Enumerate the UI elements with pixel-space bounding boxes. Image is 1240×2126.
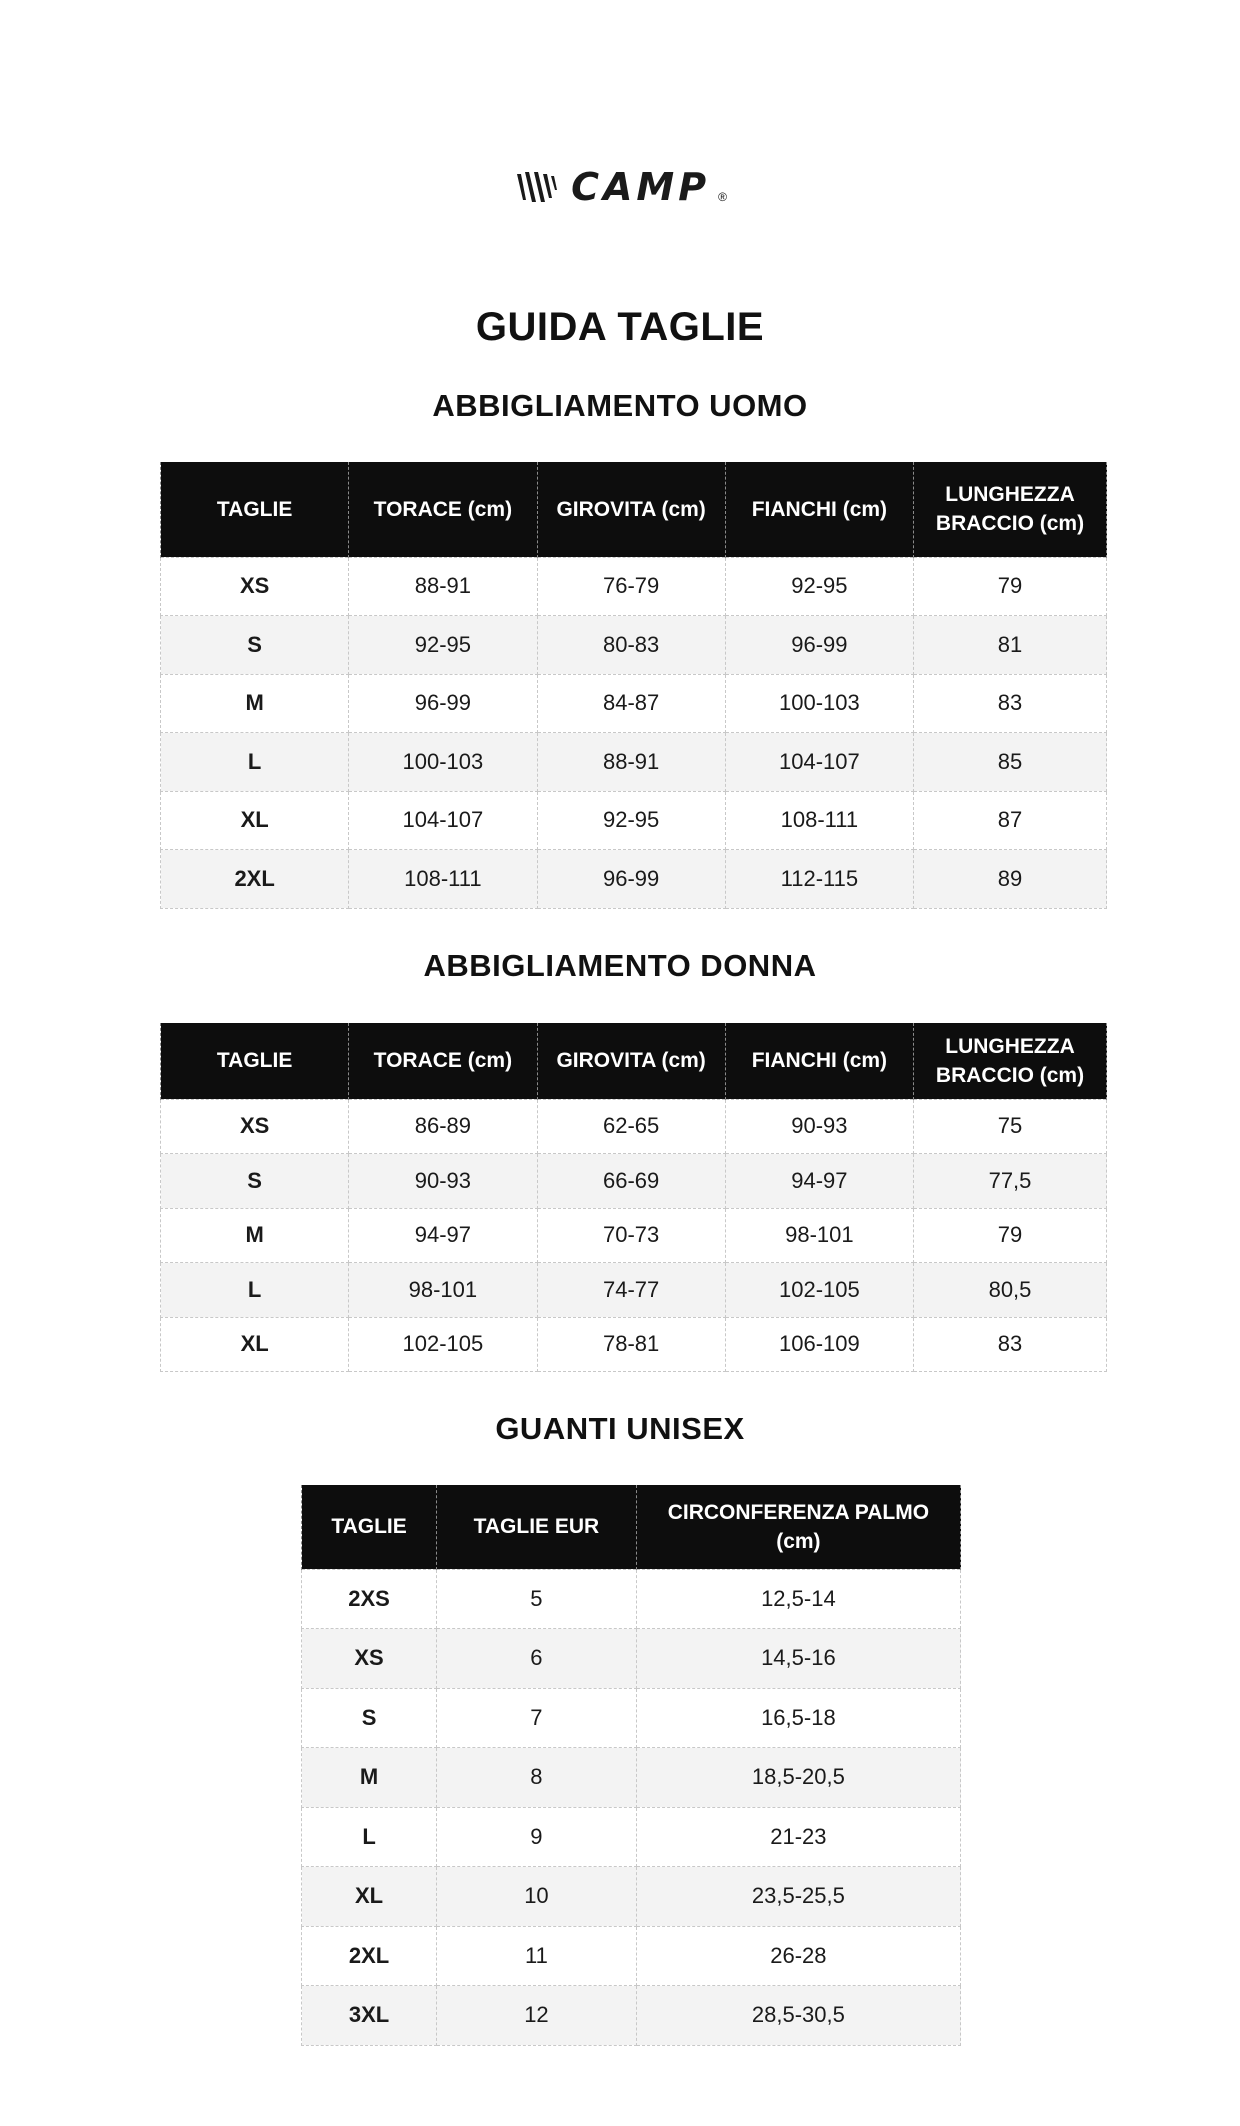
measurement-cell: 83: [914, 674, 1107, 733]
table-row: [161, 616, 1107, 675]
table-row: [302, 1569, 961, 1629]
column-header: TORACE (cm): [349, 1023, 537, 1099]
size-label-cell: XL: [161, 791, 349, 850]
size-label-cell: M: [161, 1208, 349, 1263]
measurement-cell: 62-65: [537, 1099, 725, 1154]
column-header: GIROVITA (cm): [537, 462, 725, 557]
measurement-cell: 104-107: [349, 791, 537, 850]
measurement-cell: 81: [914, 616, 1107, 675]
table-row: [302, 1748, 961, 1808]
measurement-cell: 96-99: [537, 850, 725, 909]
measurement-cell: 100-103: [725, 674, 913, 733]
measurement-cell: 21-23: [636, 1807, 960, 1867]
size-label-cell: XS: [161, 557, 349, 616]
table-row: [161, 850, 1107, 909]
measurement-cell: 102-105: [349, 1317, 537, 1372]
measurement-cell: 108-111: [725, 791, 913, 850]
column-header: GIROVITA (cm): [537, 1023, 725, 1099]
table-row: [302, 1807, 961, 1867]
measurement-cell: 66-69: [537, 1154, 725, 1209]
gloves-size-table: [301, 1485, 961, 2046]
measurement-cell: 77,5: [914, 1154, 1107, 1209]
measurement-cell: 104-107: [725, 733, 913, 792]
column-header: CIRCONFERENZA PALMO (cm): [636, 1485, 960, 1569]
size-label-cell: XL: [161, 1317, 349, 1372]
table-header-row: [161, 462, 1107, 557]
measurement-cell: 88-91: [349, 557, 537, 616]
measurement-cell: 92-95: [349, 616, 537, 675]
measurement-cell: 12,5-14: [636, 1569, 960, 1629]
measurement-cell: 90-93: [725, 1099, 913, 1154]
measurement-cell: 14,5-16: [636, 1629, 960, 1689]
measurement-cell: 16,5-18: [636, 1688, 960, 1748]
brand-name: CAMP: [571, 165, 711, 209]
size-label-cell: M: [302, 1748, 437, 1808]
measurement-cell: 75: [914, 1099, 1107, 1154]
column-header: FIANCHI (cm): [725, 462, 913, 557]
table-row: [302, 1629, 961, 1689]
table-row: [161, 791, 1107, 850]
size-label-cell: 2XL: [302, 1926, 437, 1986]
column-header: LUNGHEZZA BRACCIO (cm): [914, 1023, 1107, 1099]
measurement-cell: 92-95: [537, 791, 725, 850]
size-label-cell: 2XL: [161, 850, 349, 909]
column-header: TORACE (cm): [349, 462, 537, 557]
table-row: [302, 1926, 961, 1986]
measurement-cell: 70-73: [537, 1208, 725, 1263]
measurement-cell: 112-115: [725, 850, 913, 909]
measurement-cell: 85: [914, 733, 1107, 792]
measurement-cell: 80-83: [537, 616, 725, 675]
measurement-cell: 88-91: [537, 733, 725, 792]
table-row: [161, 733, 1107, 792]
measurement-cell: 98-101: [725, 1208, 913, 1263]
logo-group: [513, 162, 727, 212]
size-label-cell: L: [161, 733, 349, 792]
measurement-cell: 86-89: [349, 1099, 537, 1154]
women-size-table: [160, 1023, 1107, 1372]
measurement-cell: 102-105: [725, 1263, 913, 1318]
size-label-cell: S: [302, 1688, 437, 1748]
table-row: [161, 1154, 1107, 1209]
measurement-cell: 79: [914, 1208, 1107, 1263]
column-header: FIANCHI (cm): [725, 1023, 913, 1099]
measurement-cell: 94-97: [349, 1208, 537, 1263]
measurement-cell: 87: [914, 791, 1107, 850]
size-label-cell: S: [161, 1154, 349, 1209]
measurement-cell: 84-87: [537, 674, 725, 733]
measurement-cell: 28,5-30,5: [636, 1986, 960, 2046]
brand-logo: [0, 162, 1240, 212]
men-section-title: ABBIGLIAMENTO UOMO: [432, 388, 808, 423]
measurement-cell: 79: [914, 557, 1107, 616]
table-row: [161, 1317, 1107, 1372]
table-row: [161, 1263, 1107, 1318]
table-row: [302, 1986, 961, 2046]
measurement-cell: 8: [437, 1748, 637, 1808]
measurement-cell: 106-109: [725, 1317, 913, 1372]
size-label-cell: XL: [302, 1867, 437, 1927]
measurement-cell: 23,5-25,5: [636, 1867, 960, 1927]
measurement-cell: 83: [914, 1317, 1107, 1372]
size-label-cell: 2XS: [302, 1569, 437, 1629]
size-label-cell: L: [161, 1263, 349, 1318]
measurement-cell: 108-111: [349, 850, 537, 909]
measurement-cell: 76-79: [537, 557, 725, 616]
column-header: TAGLIE: [161, 1023, 349, 1099]
measurement-cell: 94-97: [725, 1154, 913, 1209]
gloves-section-title: GUANTI UNISEX: [495, 1411, 745, 1446]
measurement-cell: 26-28: [636, 1926, 960, 1986]
table-row: [161, 1208, 1107, 1263]
page-title: GUIDA TAGLIE: [475, 305, 765, 349]
table-header-row: [161, 1023, 1107, 1099]
camp-claw-logo-icon: [513, 170, 563, 204]
measurement-cell: 5: [437, 1569, 637, 1629]
column-header: TAGLIE: [161, 462, 349, 557]
measurement-cell: 10: [437, 1867, 637, 1927]
measurement-cell: 92-95: [725, 557, 913, 616]
measurement-cell: 96-99: [725, 616, 913, 675]
column-header: TAGLIE: [302, 1485, 437, 1569]
table-row: [302, 1867, 961, 1927]
table-row: [302, 1688, 961, 1748]
size-label-cell: 3XL: [302, 1986, 437, 2046]
measurement-cell: 18,5-20,5: [636, 1748, 960, 1808]
size-label-cell: XS: [302, 1629, 437, 1689]
measurement-cell: 7: [437, 1688, 637, 1748]
table-header-row: [302, 1485, 961, 1569]
measurement-cell: 80,5: [914, 1263, 1107, 1318]
table-row: [161, 1099, 1107, 1154]
registered-mark: ®: [718, 190, 727, 204]
size-label-cell: XS: [161, 1099, 349, 1154]
measurement-cell: 98-101: [349, 1263, 537, 1318]
women-section-title: ABBIGLIAMENTO DONNA: [423, 948, 817, 983]
measurement-cell: 89: [914, 850, 1107, 909]
table-row: [161, 674, 1107, 733]
size-label-cell: S: [161, 616, 349, 675]
column-header: TAGLIE EUR: [437, 1485, 637, 1569]
column-header: LUNGHEZZA BRACCIO (cm): [914, 462, 1107, 557]
measurement-cell: 100-103: [349, 733, 537, 792]
size-label-cell: L: [302, 1807, 437, 1867]
measurement-cell: 12: [437, 1986, 637, 2046]
measurement-cell: 90-93: [349, 1154, 537, 1209]
measurement-cell: 6: [437, 1629, 637, 1689]
measurement-cell: 74-77: [537, 1263, 725, 1318]
measurement-cell: 11: [437, 1926, 637, 1986]
measurement-cell: 78-81: [537, 1317, 725, 1372]
measurement-cell: 96-99: [349, 674, 537, 733]
table-row: [161, 557, 1107, 616]
measurement-cell: 9: [437, 1807, 637, 1867]
size-label-cell: M: [161, 674, 349, 733]
men-size-table: [160, 462, 1107, 909]
